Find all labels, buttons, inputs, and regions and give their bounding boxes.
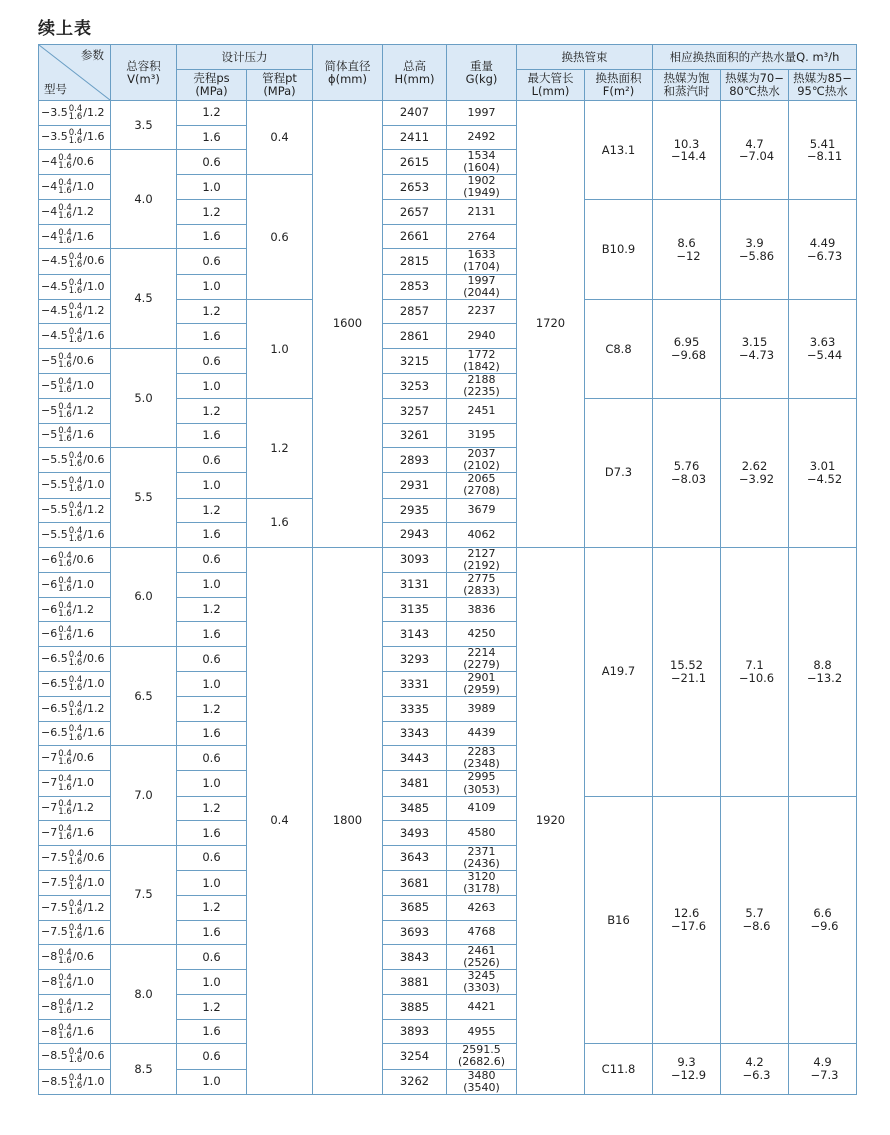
- shell-pressure-cell: 1.6: [177, 622, 247, 647]
- model-cell: −4.5 0.4 1.6 /1.6: [39, 324, 111, 349]
- page-title: 续上表: [38, 19, 92, 39]
- height-cell: 3443: [383, 746, 447, 771]
- hw70-output-cell: 4.2 −6.3: [721, 1044, 789, 1094]
- model-fraction: 0.4 1.6: [58, 749, 72, 768]
- model-cell: −8 0.4 1.6 /0.6: [39, 945, 111, 970]
- model-fraction: 0.4 1.6: [58, 550, 72, 569]
- weight-cell: 1534 (1604): [447, 150, 517, 175]
- shell-pressure-cell: 1.2: [177, 796, 247, 821]
- weight-cell: 2065 (2708): [447, 473, 517, 498]
- model-cell: −5 0.4 1.6 /1.6: [39, 423, 111, 448]
- hw70-output-cell: 3.15 −4.73: [721, 299, 789, 398]
- height-cell: 2893: [383, 448, 447, 473]
- tube-pressure-cell: 1.6: [247, 498, 313, 547]
- shell-pressure-cell: 1.6: [177, 721, 247, 746]
- volume-cell: 6.5: [111, 646, 177, 745]
- shell-pressure-cell: 0.6: [177, 150, 247, 175]
- model-fraction: 0.4 1.6: [68, 699, 83, 718]
- weight-cell: 2237: [447, 299, 517, 324]
- hw85-output-cell: 5.41 −8.11: [789, 101, 857, 200]
- height-cell: 3681: [383, 870, 447, 895]
- shell-pressure-cell: 1.2: [177, 697, 247, 722]
- model-fraction: 0.4 1.6: [68, 1047, 83, 1066]
- model-cell: −6.5 0.4 1.6 /0.6: [39, 646, 111, 671]
- hw70-output-cell: 2.62 −3.92: [721, 399, 789, 547]
- model-fraction: 0.4 1.6: [58, 178, 72, 197]
- model-cell: −7 0.4 1.6 /0.6: [39, 746, 111, 771]
- model-cell: −6 0.4 1.6 /1.2: [39, 597, 111, 622]
- height-cell: 3485: [383, 796, 447, 821]
- model-fraction: 0.4 1.6: [58, 600, 72, 619]
- shell-pressure-cell: 0.6: [177, 845, 247, 870]
- weight-cell: 2283 (2348): [447, 746, 517, 771]
- model-fraction: 0.4 1.6: [68, 873, 83, 892]
- shell-pressure-cell: 1.0: [177, 672, 247, 697]
- steam-output-cell: 15.52 −21.1: [653, 547, 721, 796]
- model-fraction: 0.4 1.6: [68, 501, 83, 520]
- weight-cell: 3245 (3303): [447, 970, 517, 995]
- header-hw85: 热媒为85− 95℃热水: [789, 70, 857, 101]
- height-cell: 3262: [383, 1069, 447, 1094]
- height-cell: 3143: [383, 622, 447, 647]
- model-cell: −3.5 0.4 1.6 /1.2: [39, 101, 111, 126]
- table-row: [39, 1044, 857, 1069]
- header-output: 相应换热面积的产热水量Q. m³/h: [653, 45, 857, 70]
- model-cell: −4 0.4 1.6 /1.0: [39, 175, 111, 200]
- volume-cell: 4.0: [111, 150, 177, 249]
- model-cell: −8 0.4 1.6 /1.2: [39, 995, 111, 1020]
- shell-pressure-cell: 1.2: [177, 299, 247, 324]
- shell-pressure-cell: 1.6: [177, 821, 247, 846]
- diameter-cell: 1800: [313, 547, 383, 1094]
- shell-pressure-cell: 1.0: [177, 373, 247, 398]
- shell-pressure-cell: 1.0: [177, 771, 247, 796]
- height-cell: 3335: [383, 697, 447, 722]
- shell-pressure-cell: 1.6: [177, 125, 247, 150]
- shell-pressure-cell: 1.0: [177, 1069, 247, 1094]
- steam-output-cell: 10.3 −14.4: [653, 101, 721, 200]
- shell-pressure-cell: 1.6: [177, 920, 247, 945]
- weight-cell: 2764: [447, 224, 517, 249]
- volume-cell: 8.0: [111, 945, 177, 1044]
- weight-cell: 4768: [447, 920, 517, 945]
- shell-pressure-cell: 1.2: [177, 101, 247, 126]
- model-fraction: 0.4 1.6: [68, 724, 83, 743]
- weight-cell: 2591.5 (2682.6): [447, 1044, 517, 1069]
- header-shell: 壳程ps (MPa): [177, 70, 247, 101]
- area-cell: B16: [585, 796, 653, 1044]
- model-fraction: 0.4 1.6: [58, 426, 72, 445]
- area-cell: B10.9: [585, 200, 653, 299]
- model-fraction: 0.4 1.6: [68, 302, 83, 321]
- hw85-output-cell: 4.9 −7.3: [789, 1044, 857, 1094]
- table-row: [39, 101, 857, 126]
- weight-cell: 1633 (1704): [447, 249, 517, 274]
- volume-cell: 4.5: [111, 249, 177, 348]
- tube-pressure-cell: 1.2: [247, 399, 313, 498]
- model-cell: −6.5 0.4 1.6 /1.0: [39, 672, 111, 697]
- model-fraction: 0.4 1.6: [68, 252, 83, 271]
- weight-cell: 3836: [447, 597, 517, 622]
- shell-pressure-cell: 1.0: [177, 274, 247, 299]
- tube-pressure-cell: 0.4: [247, 547, 313, 1094]
- weight-cell: 2188 (2235): [447, 373, 517, 398]
- shell-pressure-cell: 1.0: [177, 572, 247, 597]
- weight-cell: 1997 (2044): [447, 274, 517, 299]
- weight-cell: 2775 (2833): [447, 572, 517, 597]
- model-cell: −4.5 0.4 1.6 /1.0: [39, 274, 111, 299]
- weight-cell: 3195: [447, 423, 517, 448]
- weight-cell: 4955: [447, 1019, 517, 1044]
- model-cell: −5 0.4 1.6 /0.6: [39, 348, 111, 373]
- hw85-output-cell: 4.49 −6.73: [789, 200, 857, 299]
- model-cell: −6 0.4 1.6 /0.6: [39, 547, 111, 572]
- model-cell: −8.5 0.4 1.6 /1.0: [39, 1069, 111, 1094]
- model-fraction: 0.4 1.6: [68, 1072, 83, 1091]
- hw70-output-cell: 5.7 −8.6: [721, 796, 789, 1044]
- shell-pressure-cell: 1.2: [177, 896, 247, 921]
- height-cell: 2853: [383, 274, 447, 299]
- area-cell: C8.8: [585, 299, 653, 398]
- shell-pressure-cell: 0.6: [177, 348, 247, 373]
- table-row: [39, 547, 857, 572]
- hw85-output-cell: 8.8 −13.2: [789, 547, 857, 796]
- volume-cell: 7.5: [111, 845, 177, 944]
- model-fraction: 0.4 1.6: [58, 203, 72, 222]
- header-volume: 总容积 V(m³): [111, 45, 177, 101]
- header-weight: 重量 G(kg): [447, 45, 517, 101]
- model-cell: −8 0.4 1.6 /1.6: [39, 1019, 111, 1044]
- height-cell: 3257: [383, 399, 447, 424]
- model-cell: −8 0.4 1.6 /1.0: [39, 970, 111, 995]
- shell-pressure-cell: 1.6: [177, 1019, 247, 1044]
- steam-output-cell: 12.6 −17.6: [653, 796, 721, 1044]
- tube-pressure-cell: 0.6: [247, 175, 313, 300]
- height-cell: 3135: [383, 597, 447, 622]
- model-fraction: 0.4 1.6: [58, 351, 72, 370]
- steam-output-cell: 5.76 −8.03: [653, 399, 721, 547]
- weight-cell: 2461 (2526): [447, 945, 517, 970]
- tube-pressure-cell: 0.4: [247, 101, 313, 175]
- model-fraction: 0.4 1.6: [58, 227, 72, 246]
- model-fraction: 0.4 1.6: [58, 799, 72, 818]
- weight-cell: 3480 (3540): [447, 1069, 517, 1094]
- weight-cell: 4062: [447, 523, 517, 548]
- height-cell: 2661: [383, 224, 447, 249]
- weight-cell: 2371 (2436): [447, 845, 517, 870]
- steam-output-cell: 9.3 −12.9: [653, 1044, 721, 1094]
- model-fraction: 0.4 1.6: [68, 649, 83, 668]
- area-cell: A13.1: [585, 101, 653, 200]
- weight-cell: 4250: [447, 622, 517, 647]
- model-cell: −7.5 0.4 1.6 /1.6: [39, 920, 111, 945]
- weight-cell: 4421: [447, 995, 517, 1020]
- model-fraction: 0.4 1.6: [58, 376, 72, 396]
- height-cell: 2411: [383, 125, 447, 150]
- model-cell: −7.5 0.4 1.6 /1.2: [39, 896, 111, 921]
- shell-pressure-cell: 0.6: [177, 249, 247, 274]
- weight-cell: 3120 (3178): [447, 870, 517, 895]
- header-param: 参数: [81, 48, 104, 62]
- height-cell: 3331: [383, 672, 447, 697]
- area-cell: D7.3: [585, 399, 653, 547]
- weight-cell: 4580: [447, 821, 517, 846]
- header-area: 换热面积 F(m²): [585, 70, 653, 101]
- model-fraction: 0.4 1.6: [68, 898, 83, 917]
- volume-cell: 7.0: [111, 746, 177, 845]
- shell-pressure-cell: 1.2: [177, 995, 247, 1020]
- height-cell: 2857: [383, 299, 447, 324]
- shell-pressure-cell: 1.6: [177, 523, 247, 548]
- weight-cell: 2492: [447, 125, 517, 150]
- volume-cell: 6.0: [111, 547, 177, 646]
- header-height: 总高 H(mm): [383, 45, 447, 101]
- height-cell: 3293: [383, 646, 447, 671]
- weight-cell: 1902 (1949): [447, 175, 517, 200]
- model-fraction: 0.4 1.6: [68, 525, 83, 544]
- model-fraction: 0.4 1.6: [68, 128, 83, 147]
- hw70-output-cell: 3.9 −5.86: [721, 200, 789, 299]
- model-cell: −5.5 0.4 1.6 /1.0: [39, 473, 111, 498]
- shell-pressure-cell: 1.2: [177, 498, 247, 523]
- height-cell: 3493: [383, 821, 447, 846]
- hw85-output-cell: 3.63 −5.44: [789, 299, 857, 398]
- height-cell: 3685: [383, 896, 447, 921]
- diameter-cell: 1600: [313, 101, 383, 548]
- model-cell: −5.5 0.4 1.6 /0.6: [39, 448, 111, 473]
- height-cell: 2615: [383, 150, 447, 175]
- hw85-output-cell: 6.6 −9.6: [789, 796, 857, 1044]
- volume-cell: 8.5: [111, 1044, 177, 1094]
- shell-pressure-cell: 1.0: [177, 870, 247, 895]
- table-body: [39, 101, 857, 1095]
- model-cell: −5 0.4 1.6 /1.0: [39, 373, 111, 398]
- model-cell: −5.5 0.4 1.6 /1.6: [39, 523, 111, 548]
- model-cell: −4 0.4 1.6 /0.6: [39, 150, 111, 175]
- max-length-cell: 1720: [517, 101, 585, 548]
- shell-pressure-cell: 0.6: [177, 945, 247, 970]
- weight-cell: 2127 (2192): [447, 547, 517, 572]
- height-cell: 3893: [383, 1019, 447, 1044]
- shell-pressure-cell: 1.6: [177, 324, 247, 349]
- model-fraction: 0.4 1.6: [58, 153, 72, 172]
- model-cell: −4.5 0.4 1.6 /0.6: [39, 249, 111, 274]
- model-cell: −6 0.4 1.6 /1.6: [39, 622, 111, 647]
- model-fraction: 0.4 1.6: [58, 823, 72, 842]
- header-tube: 管程pt (MPa): [247, 70, 313, 101]
- model-fraction: 0.4 1.6: [58, 625, 72, 644]
- weight-cell: 3989: [447, 697, 517, 722]
- model-cell: −7.5 0.4 1.6 /1.0: [39, 870, 111, 895]
- steam-output-cell: 8.6 −12: [653, 200, 721, 299]
- area-cell: C11.8: [585, 1044, 653, 1094]
- shell-pressure-cell: 1.0: [177, 970, 247, 995]
- height-cell: 3261: [383, 423, 447, 448]
- header-max-length: 最大管长 L(mm): [517, 70, 585, 101]
- volume-cell: 5.0: [111, 348, 177, 447]
- spec-table: [38, 44, 857, 1095]
- volume-cell: 3.5: [111, 101, 177, 150]
- header-param-model: [39, 45, 111, 101]
- model-cell: −6 0.4 1.6 /1.0: [39, 572, 111, 597]
- shell-pressure-cell: 1.6: [177, 224, 247, 249]
- shell-pressure-cell: 0.6: [177, 646, 247, 671]
- weight-cell: 2995 (3053): [447, 771, 517, 796]
- model-cell: −4 0.4 1.6 /1.2: [39, 200, 111, 225]
- model-fraction: 0.4 1.6: [58, 998, 72, 1017]
- model-fraction: 0.4 1.6: [58, 973, 72, 992]
- weight-cell: 2451: [447, 399, 517, 424]
- shell-pressure-cell: 1.6: [177, 423, 247, 448]
- height-cell: 3253: [383, 373, 447, 398]
- shell-pressure-cell: 0.6: [177, 1044, 247, 1069]
- model-fraction: 0.4 1.6: [58, 948, 72, 967]
- shell-pressure-cell: 0.6: [177, 448, 247, 473]
- shell-pressure-cell: 1.0: [177, 473, 247, 498]
- model-fraction: 0.4 1.6: [68, 923, 83, 942]
- weight-cell: 2901 (2959): [447, 672, 517, 697]
- model-cell: −3.5 0.4 1.6 /1.6: [39, 125, 111, 150]
- height-cell: 3481: [383, 771, 447, 796]
- height-cell: 2653: [383, 175, 447, 200]
- hw70-output-cell: 7.1 −10.6: [721, 547, 789, 796]
- shell-pressure-cell: 1.2: [177, 597, 247, 622]
- weight-cell: 3679: [447, 498, 517, 523]
- weight-cell: 2131: [447, 200, 517, 225]
- area-cell: A19.7: [585, 547, 653, 796]
- model-cell: −4.5 0.4 1.6 /1.2: [39, 299, 111, 324]
- weight-cell: 4263: [447, 896, 517, 921]
- height-cell: 3843: [383, 945, 447, 970]
- height-cell: 2931: [383, 473, 447, 498]
- height-cell: 3881: [383, 970, 447, 995]
- height-cell: 2861: [383, 324, 447, 349]
- model-fraction: 0.4 1.6: [68, 451, 83, 470]
- model-cell: −7 0.4 1.6 /1.0: [39, 771, 111, 796]
- model-fraction: 0.4 1.6: [58, 401, 72, 420]
- weight-cell: 4109: [447, 796, 517, 821]
- weight-cell: 2940: [447, 324, 517, 349]
- height-cell: 2935: [383, 498, 447, 523]
- header-model: 型号: [44, 82, 67, 97]
- model-cell: −8.5 0.4 1.6 /0.6: [39, 1044, 111, 1069]
- header-hw70: 热媒为70− 80℃热水: [721, 70, 789, 101]
- height-cell: 3343: [383, 721, 447, 746]
- model-fraction: 0.4 1.6: [58, 575, 72, 594]
- model-cell: −6.5 0.4 1.6 /1.6: [39, 721, 111, 746]
- shell-pressure-cell: 0.6: [177, 746, 247, 771]
- volume-cell: 5.5: [111, 448, 177, 547]
- model-fraction: 0.4 1.6: [68, 326, 83, 345]
- model-fraction: 0.4 1.6: [68, 848, 83, 867]
- shell-pressure-cell: 1.2: [177, 200, 247, 225]
- tube-pressure-cell: 1.0: [247, 299, 313, 398]
- max-length-cell: 1920: [517, 547, 585, 1094]
- height-cell: 2407: [383, 101, 447, 126]
- weight-cell: 1997: [447, 101, 517, 126]
- model-cell: −4 0.4 1.6 /1.6: [39, 224, 111, 249]
- height-cell: 3254: [383, 1044, 447, 1069]
- height-cell: 2815: [383, 249, 447, 274]
- weight-cell: 2037 (2102): [447, 448, 517, 473]
- weight-cell: 1772 (1842): [447, 348, 517, 373]
- height-cell: 2943: [383, 523, 447, 548]
- height-cell: 3215: [383, 348, 447, 373]
- model-cell: −7 0.4 1.6 /1.2: [39, 796, 111, 821]
- height-cell: 3693: [383, 920, 447, 945]
- model-cell: −6.5 0.4 1.6 /1.2: [39, 697, 111, 722]
- model-fraction: 0.4 1.6: [68, 103, 83, 122]
- header-design-pressure: 设计压力: [177, 45, 313, 70]
- height-cell: 3093: [383, 547, 447, 572]
- weight-cell: 2214 (2279): [447, 646, 517, 671]
- model-cell: −5 0.4 1.6 /1.2: [39, 399, 111, 424]
- weight-cell: 4439: [447, 721, 517, 746]
- height-cell: 2657: [383, 200, 447, 225]
- header-bundle: 换热管束: [517, 45, 653, 70]
- hw70-output-cell: 4.7 −7.04: [721, 101, 789, 200]
- shell-pressure-cell: 1.0: [177, 175, 247, 200]
- height-cell: 3131: [383, 572, 447, 597]
- model-cell: −5.5 0.4 1.6 /1.2: [39, 498, 111, 523]
- model-fraction: 0.4 1.6: [68, 277, 83, 296]
- hw85-output-cell: 3.01 −4.52: [789, 399, 857, 547]
- model-fraction: 0.4 1.6: [68, 675, 83, 694]
- height-cell: 3885: [383, 995, 447, 1020]
- model-cell: −7 0.4 1.6 /1.6: [39, 821, 111, 846]
- model-fraction: 0.4 1.6: [58, 774, 72, 793]
- shell-pressure-cell: 1.2: [177, 399, 247, 424]
- model-fraction: 0.4 1.6: [58, 1022, 72, 1041]
- header-steam: 热媒为饱 和蒸汽时: [653, 70, 721, 101]
- model-fraction: 0.4 1.6: [68, 476, 83, 495]
- header-diameter: 简体直径 ϕ(mm): [313, 45, 383, 101]
- shell-pressure-cell: 0.6: [177, 547, 247, 572]
- steam-output-cell: 6.95 −9.68: [653, 299, 721, 398]
- height-cell: 3643: [383, 845, 447, 870]
- model-cell: −7.5 0.4 1.6 /0.6: [39, 845, 111, 870]
